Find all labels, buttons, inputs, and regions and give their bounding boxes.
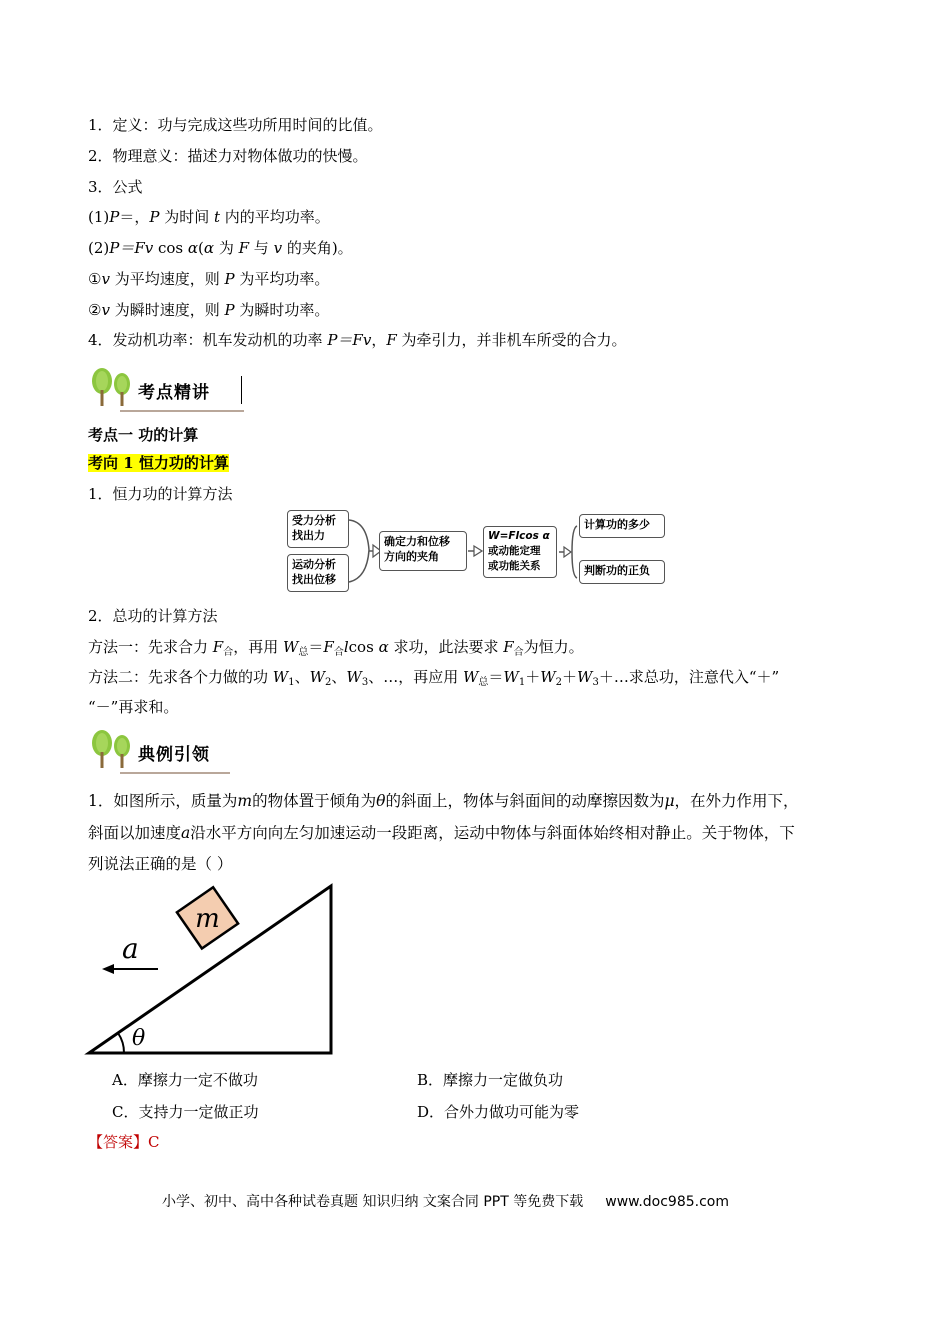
question-line-1: 1．如图所示，质量为m的物体置于倾角为θ的斜面上，物体与斜面间的动摩擦因数为μ，在外力作用下，: [88, 792, 799, 810]
option-a[interactable]: A．摩擦力一定不做功: [112, 1071, 258, 1089]
angle-label: θ: [132, 1026, 146, 1051]
formula-heading: 3．公式: [88, 178, 143, 196]
option-d[interactable]: D．合外力做功可能为零: [417, 1103, 580, 1121]
engine-power-line: 4．发动机功率：机车发动机的功率 P＝Fv，F 为牵引力，并非机车所受的合力。: [88, 331, 627, 349]
case-1-line: ①v 为平均速度，则 P 为平均功率。: [88, 270, 330, 288]
question-line-3: 列说法正确的是（ ）: [88, 855, 233, 873]
case-2-line: ②v 为瞬时速度，则 P 为瞬时功率。: [88, 301, 330, 319]
definition-line: 1．定义：功与完成这些功所用时间的比值。: [88, 116, 383, 134]
incline-figure: [84, 880, 340, 1060]
flow-arrow-icon: [467, 543, 483, 559]
section-title: 考点精讲: [138, 383, 210, 403]
flow-box-amount: 计算功的多少: [579, 514, 665, 538]
option-b[interactable]: B．摩擦力一定做负功: [417, 1071, 564, 1089]
tree-icon: [88, 368, 136, 408]
flow-box-angle: 确定力和位移 方向的夹角: [379, 531, 467, 571]
flow-diagram: [287, 510, 667, 596]
method-two-line-2: “－”再求和。: [88, 698, 179, 716]
flow-box-motion: 运动分析 找出位移: [287, 554, 349, 592]
section-header-examples: [88, 728, 248, 774]
tree-icon: [88, 730, 136, 770]
flow-split-brace: [557, 512, 579, 592]
mass-block: [177, 887, 238, 948]
footer-text: 小学、初中、高中各种试卷真题 知识归纳 文案合同 PPT 等免费下载: [162, 1194, 584, 1210]
answer-line: 【答案】C: [88, 1133, 160, 1151]
flow-box-work-formula: W=Flcos α 或动能定理 或功能关系: [483, 526, 557, 578]
text-cursor: [241, 376, 242, 404]
question-line-2: 斜面以加速度a沿水平方向向左匀加速运动一段距离，运动中物体与斜面体始终相对静止。关于物体，下: [88, 824, 795, 842]
acceleration-label: a: [122, 932, 139, 965]
meaning-line: 2．物理意义：描述力对物体做功的快慢。: [88, 147, 368, 165]
formula-1-line: (1)P＝，P 为时间 t 内的平均功率。: [88, 208, 330, 226]
method-heading: 1．恒力功的计算方法: [88, 485, 233, 503]
page-footer: [162, 1191, 729, 1211]
direction-title: 考向 1 恒力功的计算: [88, 454, 229, 472]
formula-2-line: (2)P＝Fv cos α(α 为 F 与 v 的夹角)。: [88, 239, 353, 257]
method-one-line: 方法一：先求合力 $F_合$，再用 $W_总=F_合lcos$ α 求功，此法要求 $F_合$为恒力。: [88, 638, 584, 658]
footer-url-link[interactable]: www.doc985.com: [605, 1194, 729, 1210]
svg-text:m: m: [195, 903, 220, 934]
flow-box-sign: 判断功的正负: [579, 560, 665, 584]
section-underline: [120, 772, 230, 774]
section-underline: [120, 410, 244, 412]
option-c[interactable]: C．支持力一定做正功: [112, 1103, 259, 1121]
method-two-line: 方法二：先求各个力做的功 $W_1$、$W_2$、$W_3$、…，再应用 $W_总=W_1+W_2+W_3+\dots$求总功，注意代入“＋”: [88, 668, 780, 688]
flow-box-force: 受力分析 找出力: [287, 510, 349, 548]
topic-title: 考点一 功的计算: [88, 426, 199, 444]
section-title: 典例引领: [138, 745, 210, 765]
arrow-head-icon: [102, 964, 114, 974]
total-work-heading: 2．总功的计算方法: [88, 607, 218, 625]
section-header-key-points: [88, 366, 248, 412]
